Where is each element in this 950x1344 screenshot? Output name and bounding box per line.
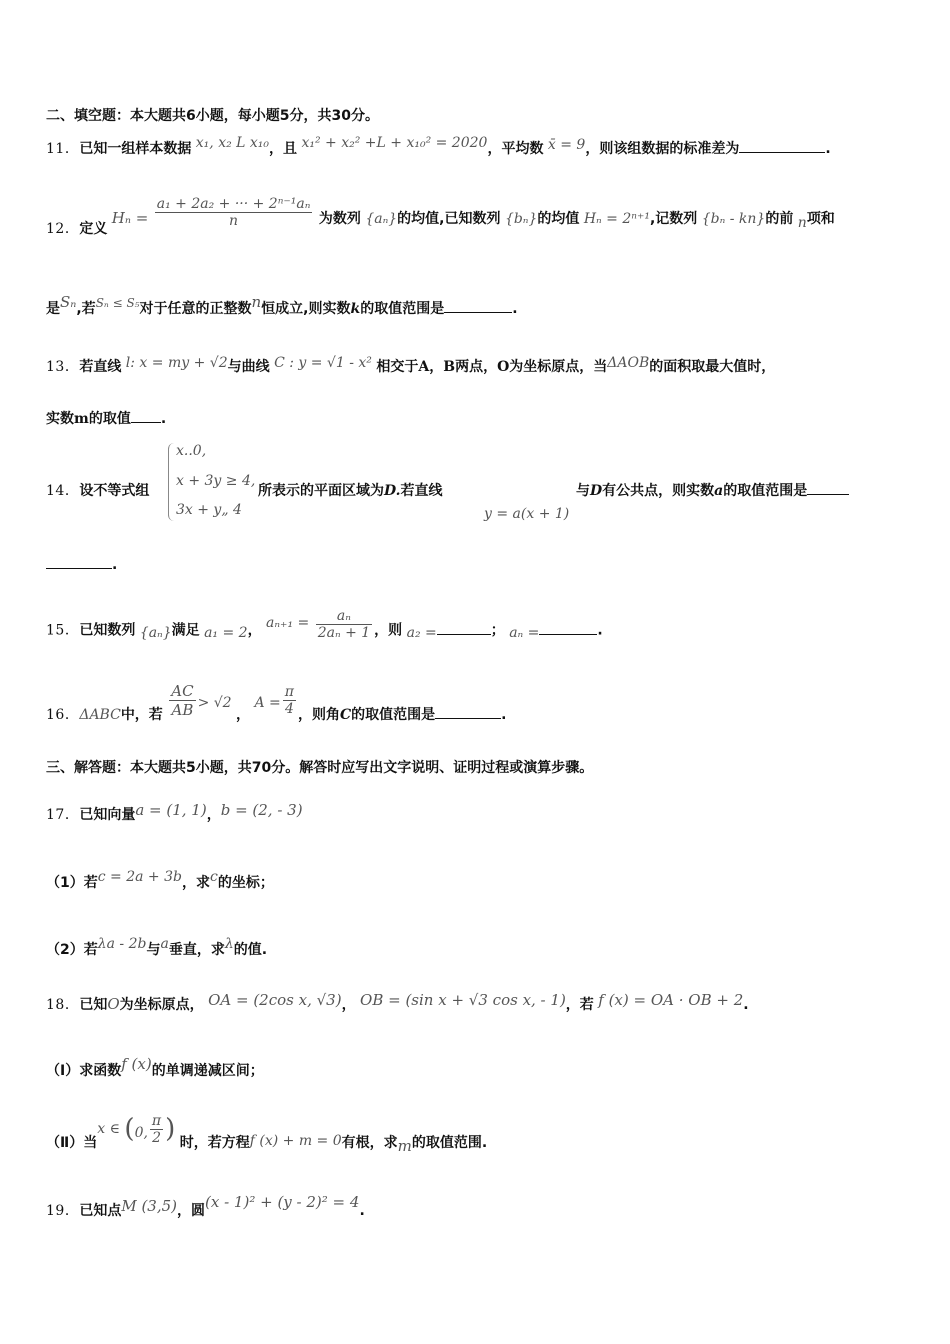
- question-18: [46, 991, 749, 1014]
- q16-text-3: ，则角: [298, 706, 340, 723]
- q19-text-2: ，圆: [177, 1203, 206, 1219]
- q13-point-a: A: [418, 359, 430, 375]
- q18-formula-ob: OB = (sin x + √3 cos x, - 1): [360, 991, 566, 1009]
- question-14: [46, 480, 149, 500]
- question-11: 11．已知一组样本数据 x₁, x₂ L x₁₀，且 x₁² + x₂² +L + x₁₀² = 2020，平均数 x̄ = 9，则该组数据的标准差为 .: [46, 135, 831, 157]
- q12-l2-text-2: ,若: [76, 301, 96, 317]
- q14-text-2: 所表示的平面区域为: [258, 483, 384, 499]
- q12-formula-bn-kn: {bₙ - kn}: [701, 210, 766, 227]
- q12-l2-text-1: 是: [46, 301, 60, 317]
- q18-text-2: 为坐标原点，: [119, 997, 204, 1013]
- q12-l2-k: k: [350, 301, 361, 317]
- q15-text-5: ；: [490, 622, 505, 639]
- q13-formula-triangle: ΔAOB: [607, 355, 650, 371]
- q13-text-4: 两点，: [455, 359, 498, 375]
- q14-text-4: 与: [576, 483, 590, 499]
- q13-comma: ，: [429, 359, 444, 375]
- q15-answer-blank-1[interactable]: [437, 634, 491, 635]
- q13-text-1: 若直线: [79, 359, 122, 375]
- q18-p2-fraction-numerator: π: [151, 1112, 162, 1129]
- q14-text-1: 设不等式组: [79, 483, 150, 499]
- q18-formula-f: f (x) = OA · OB + 2: [598, 991, 744, 1009]
- q14-system-line-1: x..0,: [176, 443, 207, 459]
- q14-text-3: 若直线: [400, 483, 443, 499]
- q18-number: 18．: [46, 997, 80, 1013]
- q18-p1-label: （Ⅰ）求函数: [46, 1063, 122, 1079]
- q17-p1-c: c: [209, 869, 218, 885]
- q14-continuation: [258, 480, 443, 500]
- q18-p2-fraction-denominator: 2: [152, 1129, 161, 1146]
- q16-formula-triangle: ΔABC: [79, 706, 121, 723]
- q16-number: 16．: [46, 706, 80, 723]
- q16-fraction-angle: [283, 684, 296, 717]
- question-17-part-2: [46, 933, 268, 958]
- q17-p1-formula: c = 2a + 3b: [97, 869, 182, 885]
- q15-formula-recurrence-left: aₙ₊₁ =: [266, 614, 310, 631]
- q12-formula-an: {aₙ}: [365, 210, 398, 227]
- q12-answer-blank[interactable]: [444, 312, 512, 313]
- q12-l2-text-4: 恒成立,则实数: [261, 301, 351, 317]
- q12-fraction-denominator: n: [229, 213, 239, 229]
- q18-o: O: [107, 995, 120, 1013]
- q17-p2-text-2: 垂直，求: [168, 942, 225, 958]
- q12-l2-formula-ineq: Sₙ ≤ S₅: [95, 296, 140, 310]
- q11-formula-sum-squares: x₁² + x₂² +L + x₁₀² = 2020: [301, 135, 488, 151]
- q13-point-o: O: [497, 359, 510, 375]
- q16-text-2: ，: [236, 706, 251, 723]
- q11-text-3: ，平均数: [487, 141, 544, 157]
- q12-text-5: ,记数列: [649, 210, 698, 227]
- q16-angle-denominator: 4: [284, 701, 294, 717]
- q12-formula-hn: Hₙ = 2ⁿ⁺¹: [583, 210, 650, 227]
- q15-number: 15．: [46, 622, 80, 639]
- q13-text-3: 相交于: [376, 359, 419, 375]
- q12-text-1: 定义: [79, 220, 108, 237]
- q17-p1-text-2: 的坐标；: [217, 875, 274, 891]
- question-13: [46, 356, 775, 376]
- q17-formula-b: b = (2, - 3): [220, 801, 303, 819]
- q12-fraction: [155, 196, 313, 229]
- q12-formula-n: n: [797, 214, 807, 231]
- q11-number: 11．: [46, 141, 80, 157]
- q15-text-1: 已知数列: [79, 622, 136, 639]
- q15-formula-an-2: aₙ =: [509, 624, 540, 641]
- q19-formula-point: M (3,5): [121, 1197, 178, 1215]
- q19-number: 19．: [46, 1203, 80, 1219]
- q17-p1-label: （1）若: [46, 875, 98, 891]
- q12-fraction-numerator: a₁ + 2a₂ + ··· + 2ⁿ⁻¹aₙ: [156, 196, 311, 212]
- q12-text-7: 项和: [806, 210, 835, 227]
- q17-p2-formula: λa - 2b: [97, 936, 147, 952]
- q13-point-b: B: [443, 359, 456, 375]
- q14-continuation-2: [576, 480, 849, 500]
- question-15: [46, 608, 603, 647]
- q14-brace: [168, 443, 175, 521]
- q13-number: 13．: [46, 359, 80, 375]
- q15-text-3: ，: [247, 622, 262, 639]
- q11-answer-blank[interactable]: [739, 152, 825, 153]
- q15-formula-an: {aₙ}: [139, 624, 172, 641]
- q15-text-6: .: [597, 622, 603, 639]
- q17-formula-a: a = (1, 1): [135, 801, 207, 819]
- q18-text-3: ，: [341, 997, 356, 1013]
- q18-p1-text: 的单调递减区间；: [151, 1063, 264, 1079]
- q18-text-4: ，若: [565, 997, 594, 1013]
- question-18-part-1: [46, 1054, 264, 1079]
- q18-p2-m: m: [397, 1137, 412, 1155]
- q18-p1-formula: f (x): [121, 1055, 152, 1073]
- q16-text-4: 的取值范围是: [351, 706, 436, 723]
- q13-text-2: 与曲线: [227, 359, 270, 375]
- q14-text-5: 有公共点，则实数: [602, 483, 715, 499]
- q16-fraction-denominator: AB: [171, 701, 194, 719]
- q12-l2-formula-n: n: [251, 293, 262, 311]
- q12-text-4: 的均值: [537, 210, 580, 227]
- q16-formula-ineq: > √2: [197, 694, 232, 711]
- q13-formula-curve: C : y = √1 - x²: [274, 355, 372, 371]
- q11-formula-mean: x̄ = 9: [547, 137, 586, 153]
- q17-text-2: ，: [206, 807, 221, 823]
- q17-number: 17．: [46, 807, 80, 823]
- q11-text-4: ，则该组数据的标准差为: [585, 141, 740, 157]
- q18-p2-text-2: 有根，求: [341, 1135, 398, 1151]
- q15-fraction-denominator: 2aₙ + 1: [317, 625, 371, 641]
- q18-formula-oa: OA = (2cos x, √3): [208, 991, 342, 1009]
- question-12: [46, 196, 835, 237]
- q15-answer-blank-2[interactable]: [539, 634, 597, 635]
- q11-text-1: 已知一组样本数据: [79, 141, 192, 157]
- q18-p2-label: （Ⅱ）当: [46, 1135, 98, 1151]
- q17-p2-lambda: λ: [224, 936, 234, 952]
- section-2-header: 二、填空题：本大题共6小题，每小题5分，共30分。: [46, 108, 379, 124]
- q16-fraction-ratio: [169, 682, 195, 719]
- q18-p2-formula-equation: f (x) + m = 0: [249, 1133, 342, 1149]
- q13-text-6: 的面积取最大值时，: [649, 359, 776, 375]
- question-12-line-2: 是Sₙ,若Sₙ ≤ S₅对于任意的正整数n恒成立,则实数k的取值范围是 .: [46, 293, 518, 317]
- q12-l2-text-3: 对于任意的正整数: [139, 301, 252, 317]
- q15-text-4: ，则: [374, 622, 403, 639]
- q18-p2-interval-left: 0,: [134, 1125, 148, 1141]
- q14-number: 14．: [46, 483, 80, 499]
- q14-answer-blank-2[interactable]: [46, 568, 112, 569]
- q17-p1-text: ，求: [181, 875, 210, 891]
- q19-formula-circle: (x - 1)² + (y - 2)² = 4: [205, 1193, 360, 1211]
- question-19: [46, 1193, 365, 1219]
- q14-formula-line: y = a(x + 1): [484, 506, 570, 522]
- q12-text-6: 的前: [765, 210, 794, 227]
- q13-formula-line: l: x = my + √2: [125, 355, 228, 371]
- q15-formula-a1: a₁ = 2: [204, 624, 248, 641]
- q14-a: a: [714, 483, 724, 499]
- q14-region-d-2: D: [590, 483, 603, 499]
- q15-text-2: 满足: [171, 622, 200, 639]
- question-14-line-2: .: [46, 557, 117, 573]
- section-3-header: 三、解答题：本大题共5小题，共70分。解答时应写出文字说明、证明过程或演算步骤。: [46, 760, 594, 776]
- q18-p2-formula-x: x ∈: [97, 1121, 120, 1137]
- q16-text-1: 中，若: [120, 706, 163, 723]
- q19-text-3: .: [359, 1203, 365, 1219]
- q12-text-2: 为数列: [318, 210, 361, 227]
- q15-fraction-numerator: aₙ: [316, 608, 372, 625]
- q11-text-2: ，且: [269, 141, 298, 157]
- q12-formula-h: Hₙ =: [111, 208, 149, 227]
- q13-answer-blank[interactable]: [131, 422, 161, 423]
- q11-formula-samples: x₁, x₂ L x₁₀: [195, 135, 270, 151]
- q12-number: 12．: [46, 220, 80, 237]
- question-18-part-2: （Ⅱ）当x ∈ (0, $\frac{\pi}{2}$ ) 时，若方程f (x) + m = 0有根，求m的取值范围.: [46, 1112, 488, 1155]
- q15-formula-a2: a₂ =: [406, 624, 437, 641]
- q17-p2-a: a: [160, 936, 169, 952]
- q13-text-5: 为坐标原点，当: [509, 359, 608, 375]
- question-17-part-1: [46, 866, 274, 891]
- q17-p2-text-3: 的值.: [233, 942, 268, 958]
- q12-text-3: 的均值,已知数列: [397, 210, 501, 227]
- q16-angle-numerator: π: [284, 684, 294, 700]
- question-13-line-2: 实数m的取值 .: [46, 411, 167, 427]
- q13-l2-text-1: 实数: [46, 411, 74, 427]
- q18-text-5: .: [743, 997, 749, 1013]
- q15-fraction: [316, 608, 372, 641]
- q18-p2-fraction: [150, 1113, 163, 1146]
- q17-p2-label: （2）若: [46, 942, 98, 958]
- q14-region-d: D.: [384, 483, 401, 499]
- q16-angle-c: C: [340, 706, 352, 723]
- q18-p2-text-1: 时，若方程: [179, 1135, 250, 1151]
- q13-l2-m: m: [74, 411, 89, 427]
- q17-text-1: 已知向量: [79, 807, 136, 823]
- q14-answer-blank-1[interactable]: [807, 494, 849, 495]
- q12-formula-bn: {bₙ}: [504, 210, 538, 227]
- q14-system-line-3: 3x + y„ 4: [176, 502, 242, 518]
- question-16: 16．ΔABC中，若 $\frac{AC}{AB}$ > √2 ， A = $\frac{\pi}{4}$ ，则角C的取值范围是 .: [46, 682, 507, 723]
- q14-text-6: 的取值范围是: [723, 483, 808, 499]
- q18-text-1: 已知: [79, 997, 108, 1013]
- q14-system-line-2: x + 3y ≥ 4,: [176, 473, 256, 489]
- q17-p2-text-1: 与: [146, 942, 161, 958]
- q13-l2-text-2: 的取值: [88, 411, 131, 427]
- q18-p2-text-3: 的取值范围.: [411, 1135, 488, 1151]
- q12-l2-text-5: 的取值范围是: [360, 301, 445, 317]
- q16-fraction-numerator: AC: [171, 682, 194, 700]
- q19-text-1: 已知点: [79, 1203, 122, 1219]
- question-17: [46, 800, 303, 823]
- q12-l2-formula-sn: Sₙ: [60, 293, 77, 311]
- q16-answer-blank[interactable]: [435, 718, 501, 719]
- q16-formula-angle-left: A =: [254, 694, 281, 711]
